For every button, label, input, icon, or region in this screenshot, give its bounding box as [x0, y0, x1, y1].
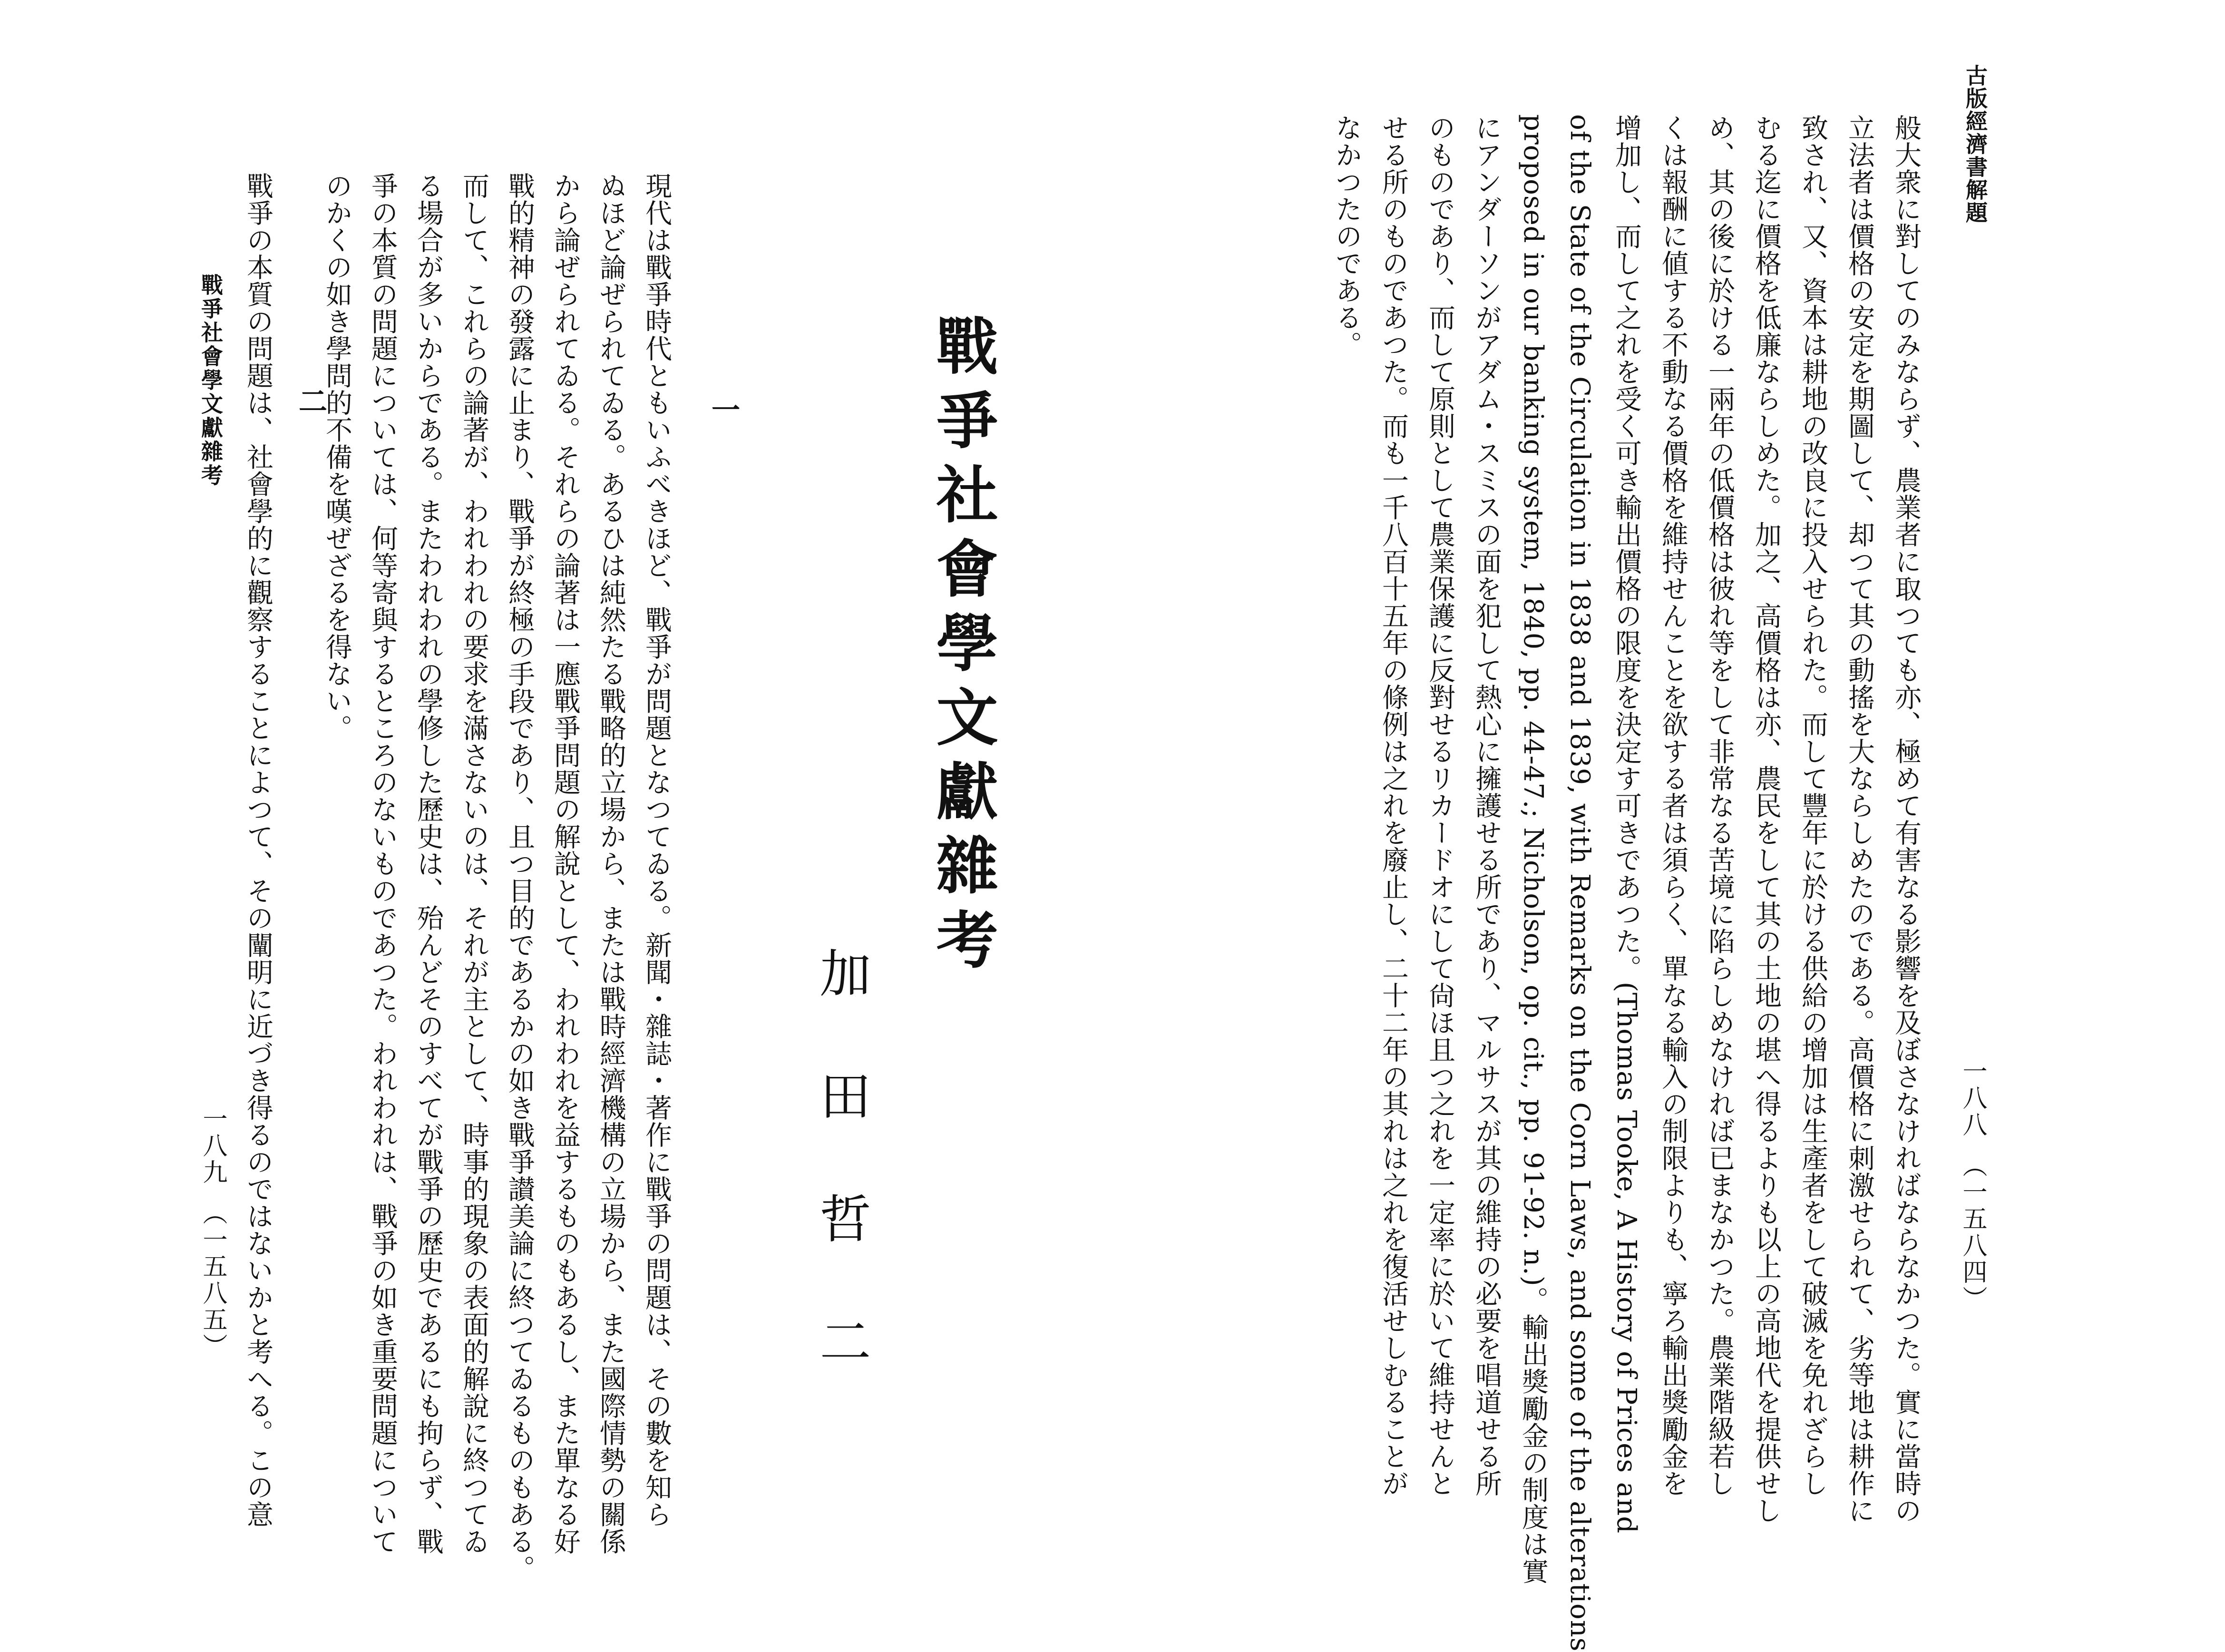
left-page — [0, 0, 1112, 1582]
text-column: 致され、又、資本は耕地の改良に投入せられた。而して豐年に於ける供給の增加は生產者をして破滅を免れざらし — [1797, 114, 1828, 1497]
page-number: 一八九 （一五八五） — [198, 1106, 227, 1360]
running-header: 古版經濟書解題 — [1962, 64, 1988, 224]
text-column: のものであり、而して原則として農業保護に反對せるリカードオにして尙ほ且つ之れを一定率に於いて維持せんと — [1425, 114, 1455, 1497]
text-column: 立法者は價格の安定を期圖して、却つて其の動搖を大ならしめたのである。高價格に刺激せられて、劣等地は耕作に — [1844, 114, 1875, 1524]
text-column: る場合が多いからである。またわれわれの學修した歷史は、殆んどそのすべてが戰爭の歷史であるにも拘らず、戰 — [413, 172, 444, 1555]
text-column: むる迄に價格を低廉ならしめた。加之、高價格は亦、農民をして其の土地の堪へ得るよりも以上の高地代を提供せし — [1751, 114, 1782, 1524]
text-column: のかくの如き學問的不備を嘆ぜざるを得ない。 — [322, 172, 352, 742]
section-one-marker: 一 — [707, 395, 740, 423]
article-title: 戰爭社會學文獻雜考 — [926, 314, 999, 982]
text-column: 戰爭の本質の問題は、社會學的に觀察することによつて、その闡明に近づき得るのではないかと考へる。この意 — [243, 172, 273, 1528]
author-name: 加田哲二 — [811, 947, 870, 1437]
text-column: 現代は戰爭時代ともいふべきほど、戰爭が問題となつてゐる。新聞・雜誌・著作に戰爭の問題は、その數を知ら — [641, 172, 672, 1528]
page-number: 一八八 （一五八四） — [1958, 1058, 1987, 1312]
text-column: 爭の本質の問題については、何等寄與するところのないものであつた。われわれは、戰爭の如き重要問題について — [367, 172, 398, 1555]
text-column: にアンダーソンがアダム・スミスの面を犯して熱心に擁護せる所であり、マルサスが其の維持の必要を唱道せる所 — [1471, 114, 1502, 1497]
text-column: proposed in our banking system, 1840, pp. 44-47.; Nicholson, op. cit., pp. 91-92. n.)。輸出獎勵金の制度は實 — [1518, 114, 1549, 1585]
text-column: から論ぜられてゐる。それらの論著は一應戰爭問題の解說として、われわれを益するものもあるし、また單なる好 — [550, 172, 581, 1555]
right-page — [1112, 0, 2225, 1652]
text-column: 般大衆に對してのみならず、農業者に取つても亦、極めて有害なる影響を及ぼさなければならなかつた。實に當時の — [1891, 114, 1922, 1524]
running-footer: 戰爭社會學文獻雜考 — [198, 274, 224, 488]
text-column: ぬほど論ぜられてゐる。あるひは純然たる戰略的立場から、または戰時經濟機構の立場から、また國際情勢の關係 — [595, 172, 626, 1555]
section-two-marker: 二 — [294, 386, 327, 415]
text-column: 而して、これらの論著が、われわれの要求を滿さないのは、それが主として、時事的現象の表面的解說に終つてゐ — [459, 172, 489, 1555]
text-column: くは報酬に値する不動なる價格を維持せんことを欲する者は須らく、單なる輸入の制限よりも、寧ろ輸出獎勵金を — [1658, 114, 1688, 1497]
text-column: 增加し、而して之れを受く可き輸出價格の限度を決定す可きであつた。(Thomas Tooke, A History of Prices and — [1611, 114, 1642, 1534]
text-column: 戰的精神の發露に止まり、戰爭が終極の手段であり、且つ目的であるかの如き戰爭讃美論に終つてゐるものもある。 — [504, 172, 535, 1582]
text-column: なかつたのである。 — [1331, 114, 1362, 358]
text-column: of the State of the Circulation in 1838 and 1839, with Remarks on the Corn Laws, and some of the alterations — [1564, 114, 1595, 1652]
text-column: せる所のものであつた。而も一千八百十五年の條例は之れを廢止し、二十二年の其れは之れを復活せしむることが — [1378, 114, 1409, 1497]
text-column: め、其の後に於ける一兩年の低價格は彼れ等をして非常なる苦境に陷らしめなければ已まなかつた。農業階級若し — [1704, 114, 1735, 1497]
